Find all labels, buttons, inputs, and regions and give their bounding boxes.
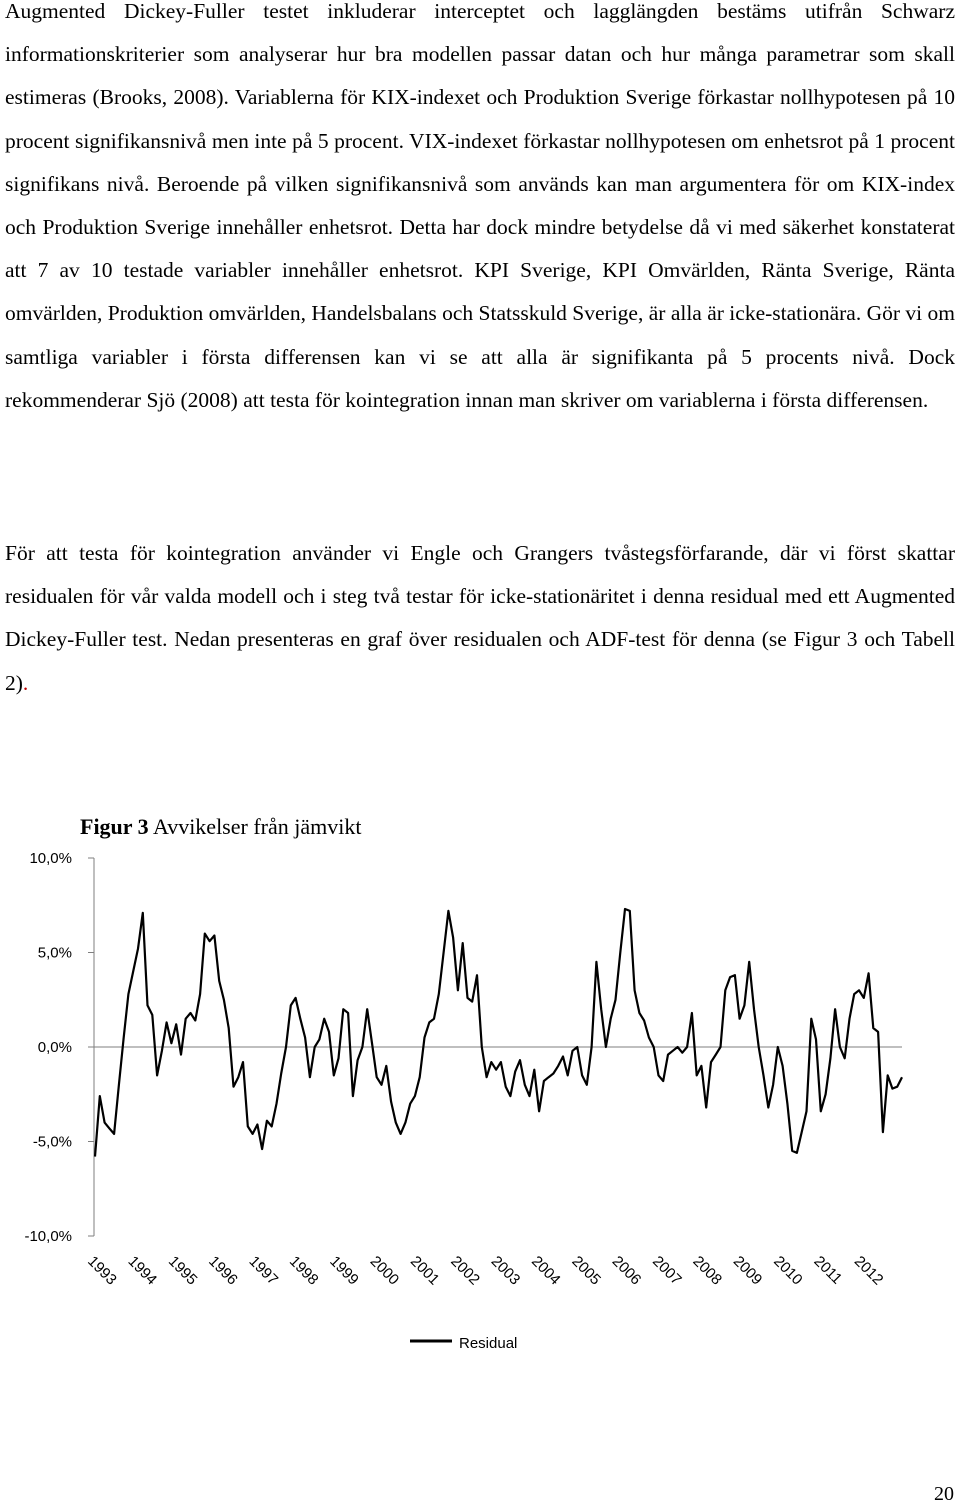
x-tick-label: 2006 (608, 1252, 645, 1289)
paragraph-cointegration-method (5, 532, 955, 705)
paragraph-adf-results: Augmented Dickey-Fuller testet inkluderar interceptet och lagglängden bestäms utifrån Schwarz informationskriterier som analyserar hur bra modellen passar datan och hur många parametrar som skall estimeras (Brooks, 2008). Variablerna för KIX-indexet och Produktion Sverige förkastar nollhypotesen på 10 procent signifikansnivå men inte på 5 procent. VIX-indexet förkastar nollhypotesen om enhetsrot på 1 procent signifikans nivå. Beroende på vilken signifikansnivå som används kan man argumentera för om KIX-index och Produktion Sverige innehåller enhetsrot. Detta har dock mindre betydelse då vi med säkerhet konstaterat att 7 av 10 testade variabler innehåller enhetsrot. KPI Sverige, KPI Omvärlden, Ränta Sverige, Ränta omvärlden, Produktion omvärlden, Handelsbalans och Statsskuld Sverige, är alla är icke-stationära. Gör vi om samtliga variabler i första differensen kan vi se att alla är signifikanta på 5 procents nivå. Dock rekommenderar Sjö (2008) att testa för kointegration innan man skriver om variablerna i första differensen. (5, 0, 955, 412)
x-tick-label: 1995 (164, 1252, 201, 1289)
legend-label: Residual (459, 1335, 518, 1352)
x-tick-label: 2010 (770, 1252, 806, 1289)
x-tick-label: 2004 (528, 1252, 564, 1289)
y-tick-label: 0,0% (37, 1039, 72, 1056)
x-tick-label: 2011 (810, 1252, 846, 1288)
x-tick-label: 2000 (366, 1252, 403, 1289)
x-tick-label: 2002 (447, 1252, 483, 1289)
x-tick-label: 2007 (649, 1252, 685, 1289)
series-line (95, 909, 902, 1157)
x-tick-label: 2003 (487, 1252, 524, 1289)
page-number: 20 (934, 1483, 954, 1505)
y-axis (24, 850, 94, 1245)
series-residual (95, 909, 902, 1157)
x-tick-label: 1994 (124, 1252, 161, 1289)
x-tick-label: 2001 (406, 1252, 443, 1289)
x-tick-label: 1999 (326, 1252, 362, 1289)
chart-title-bold: Figur 3 (80, 814, 149, 839)
paragraph-end-period: . (22, 670, 29, 695)
chart-title (80, 814, 361, 839)
y-tick-label: 5,0% (37, 944, 72, 962)
chart-title-rest: Avvikelser från jämvikt (148, 814, 362, 839)
x-tick-label: 1996 (205, 1252, 241, 1289)
paragraph-cointegration-text: För att testa för kointegration använder vi Engle och Grangers tvåstegsförfarande, där vi först skattar residualen för vår valda modell och i steg två testar för icke-stationäritet i denna residual med ett Augmented Dickey-Fuller test. Nedan presenteras en graf över residualen och ADF-test för denna (se Figur 3 och Tabell 2) (5, 541, 955, 695)
x-tick-label: 2008 (689, 1252, 726, 1289)
y-tick-label: -5,0% (32, 1133, 72, 1151)
x-tick-label: 2012 (850, 1252, 887, 1289)
x-tick-label: 1998 (285, 1252, 322, 1289)
legend (410, 1335, 517, 1352)
x-tick-label: 2005 (568, 1252, 604, 1289)
x-axis-labels (84, 1253, 886, 1289)
x-tick-label: 2009 (729, 1252, 766, 1289)
x-tick-label: 1993 (84, 1252, 120, 1289)
residual-chart (0, 800, 960, 1380)
y-tick-label: 10,0% (29, 850, 72, 867)
y-tick-label: -10,0% (24, 1228, 72, 1245)
x-tick-label: 1997 (245, 1252, 282, 1289)
